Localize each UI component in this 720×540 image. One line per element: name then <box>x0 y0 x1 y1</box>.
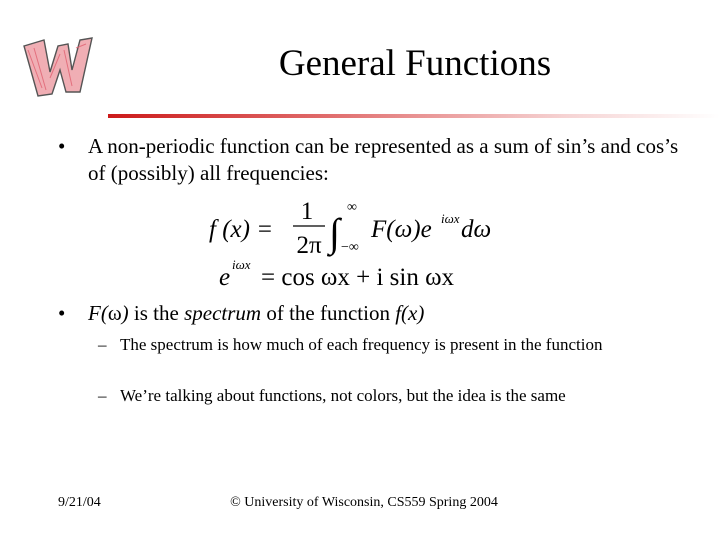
bullet-text-2 <box>58 300 698 327</box>
eq1-fraction-numerator: 1 <box>300 198 314 225</box>
eq1-integrand: F(ω)e <box>371 216 432 243</box>
function-symbol: f(x) <box>395 301 425 325</box>
spectrum-term: spectrum <box>184 301 262 325</box>
eq2-base: e <box>219 264 231 291</box>
eq1-fraction-denominator: 2π <box>296 232 322 259</box>
bullet-item-1 <box>58 133 698 187</box>
university-w-logo <box>20 30 96 100</box>
fourier-equations <box>205 195 525 295</box>
title-divider <box>108 114 720 118</box>
dash-icon: – <box>98 335 107 354</box>
footer-copyright: © University of Wisconsin, CS559 Spring 2004 <box>230 495 498 510</box>
integral-lower-limit: −∞ <box>341 240 359 255</box>
bullet-icon: • <box>58 134 66 158</box>
sub-bullet-text-2: We’re talking about functions, not colors, but the idea is the same <box>120 386 566 405</box>
integral-upper-limit: ∞ <box>347 200 357 215</box>
spectrum-symbol-f: F( <box>88 301 108 325</box>
eq1-differential: dω <box>461 216 492 243</box>
eq1-exponent: iωx <box>441 211 460 226</box>
bullet2-text-b: of the function <box>261 301 396 325</box>
integral-sign: ∫ <box>329 210 340 255</box>
sub-bullet-text-1: The spectrum is how much of each frequency is present in the function <box>120 335 603 354</box>
eq2-rhs: = cos ωx + i sin ωx <box>261 264 455 291</box>
eq2-exponent: iωx <box>232 257 251 272</box>
sub-bullet-2 <box>98 385 678 407</box>
slide-title: General Functions <box>278 43 552 84</box>
spectrum-symbol-close: ) <box>121 301 129 325</box>
sub-bullet-1 <box>98 334 678 356</box>
bullet-text-1: A non-periodic function can be represented as a sum of sin’s and cos’s of (possibly) all frequencies: <box>88 134 679 185</box>
bullet-item-2 <box>58 300 698 327</box>
bullet2-text-a: is the <box>128 301 185 325</box>
dash-icon: – <box>98 386 107 405</box>
footer-date: 9/21/04 <box>58 495 101 510</box>
bullet-icon: • <box>58 301 66 325</box>
eq1-lhs: f (x) = <box>209 216 274 243</box>
omega-symbol: ω <box>107 301 122 325</box>
